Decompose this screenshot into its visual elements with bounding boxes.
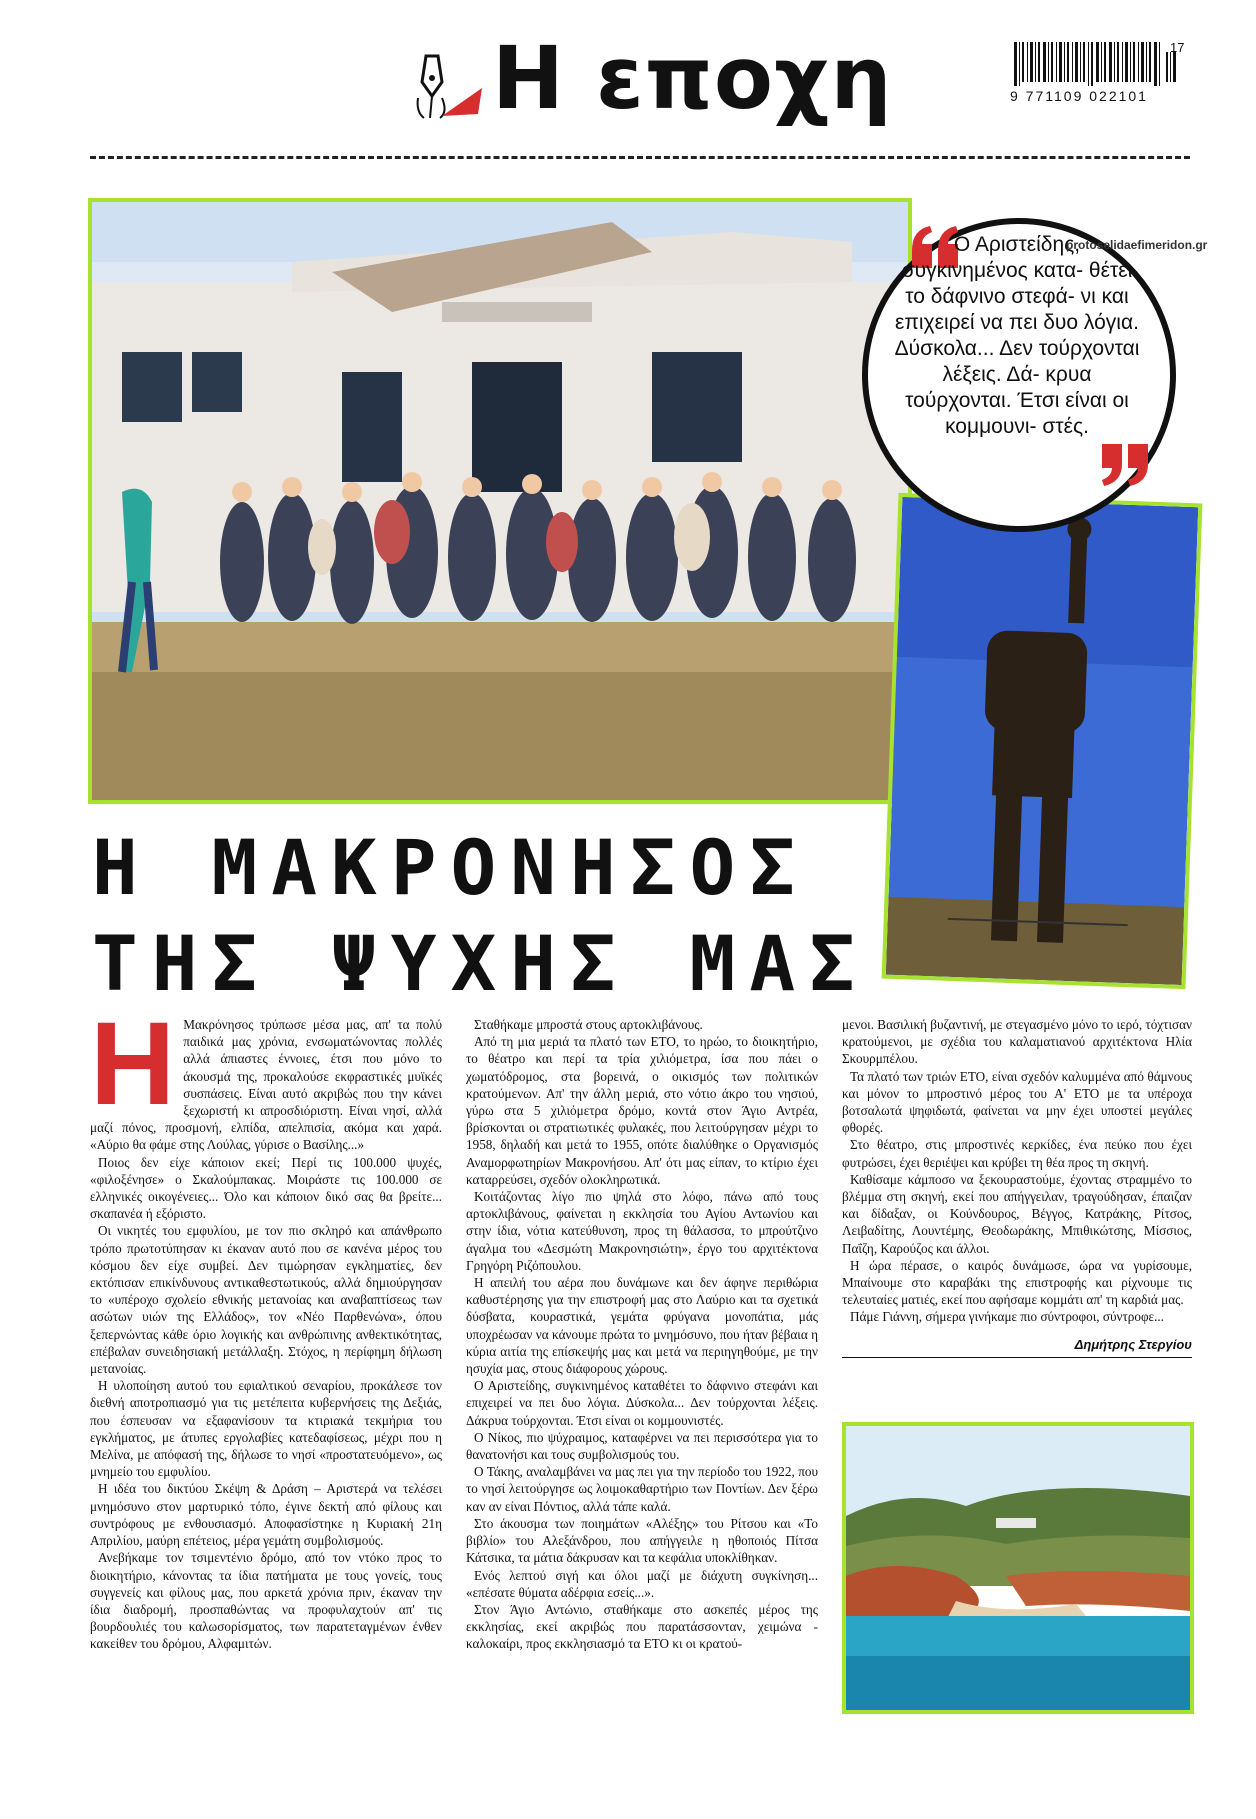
paragraph: Ποιος δεν είχε κάποιον εκεί; Περί τις 100.000 ψυχές, «φιλοξένησε» ο Σκαλούμπακας. Μοιράστε τις 100.000 σε ελληνικές οικογένειες... Όλο και κάποιον δικό σας θα βρείτε... σκαπανέα ή εξόριστο. [90,1154,442,1222]
watermark: protoselidaefimeridon.gr [1066,238,1208,252]
paragraph: Ο Νίκος, πιο ψύχραιμος, καταφέρνει να πει περισσότερα για το θανατονήσι και τους συμβολισμούς του. [466,1429,818,1463]
paragraph: Ενός λεπτού σιγή και όλοι μαζί με διάχυτη συγκίνηση... «επέσατε θύματα αδέρφια εσείς...». [466,1567,818,1600]
paragraph: Η απειλή του αέρα που δυνάμωνε και δεν άφηνε περιθώρια καθυστέρησης για την επιστροφή μας στο Λαύριο και τα σχετικά δύσβατα, κουραστικά, γεμάτα φρύγανα μονοπάτια, μάς υποχρέωσαν να κάνουμε πρώτα το μνημόσυνο, που ήταν βέβαια η κύρια αιτία της επίσκεψής μας και μετά να περιηγηθούμε, με την ησυχία μας, στους διάφορους χώρους. [466,1275,818,1377]
paragraph: Τα πλατό των τριών ΕΤΟ, είναι σχεδόν καλυμμένα από θάμνους και μόνον το μπροστινό μέρος του Α' ΕΤΟ με τα υπέροχα βοτσαλωτά ψηφιδωτά, φαίνεται να μην έχει υποστεί μεγάλες φθορές. [842,1068,1192,1136]
page-number: 17 [1170,40,1185,55]
headline [92,820,869,1012]
pull-quote-text: Ο Αριστείδης, συγκινημένος κατα- θέτει το δάφνινο στεφά- νι και επιχειρεί να πει δυο λόγια. Δύσκολα... Δεν τούρχονται λέξεις. Δά- κρυα τούρχονται. Έτσι είναι οι κομμουνι- στές. [894,233,1140,438]
article-column-3 [842,1016,1192,1358]
quote-close-icon [1098,440,1154,488]
paragraph: Στο θέατρο, στις μπροστινές κερκίδες, ένα πεύκο που έχει φυτρώσει, έχει θεριέψει και κρύβει τη θέα προς τη σκηνή. [842,1137,1192,1170]
headline-line-2: ΤΗΣ ΨΥΧΗΣ ΜΑΣ [92,919,869,1008]
headline-line-1: Η ΜΑΚΡΟΝΗΣΟΣ [92,823,810,912]
dropcap: Η [90,998,176,1130]
author-byline: Δημήτρης Στεργίου [1074,1336,1192,1352]
paragraph: Οι νικητές του εμφυλίου, με τον πιο σκληρό και απάνθρωπο τρόπο πρωτοτύπησαν κι έκαναν αυτό που σε κανένα μέρος του κόσμου δεν είχε συμβεί. Δεν τιμώρησαν εγκληματίες, δεν εκτόπισαν επικίνδυνους αντικαθεστωτικούς, αλλά δημιούργησαν το «υπέροχο σχολείο εθνικής μετανοίας και αναβαπτίσεως των ασώτων υιών της Ελλάδος», τον «Νέο Παρθενώνα», όπου ξεπερνώντας κάθε όριο λογικής και ανθρώπινης ανθεκτικότητας, επέβαλαν συνειδησιακή μετάλλαξη. Στόχος, η περίφημη δήλωση μετανοίας. [90,1223,442,1377]
barcode-number: 9 771109 022101 [1010,88,1148,104]
paragraph: Σταθήκαμε μπροστά στους αρτοκλιβάνους. [474,1017,703,1032]
photo-statue [882,493,1203,989]
paragraph: Ο Τάκης, αναλαμβάνει να μας πει για την περίοδο του 1922, που το νησί λειτούργησε ως λοιμοκαθαρτήριο των Ποντίων. Δεν ξέρω καν αν είναι Πόντιος, αλλά τάπε καλά. [466,1464,818,1514]
paragraph: Κοιτάζοντας λίγο πιο ψηλά στο λόφο, πάνω από τους αρτοκλιβάνους, φαίνεται η εκκλησία του Αγίου Αντωνίου και στην ίδια, νότια κατεύθυνση, προς τη θάλασσα, το μπρούτζινο άγαλμα του «Δεσμώτη Μακρονησιώτη», έργο του αρχιτέκτονα Γρηγόρη Ριζόπουλου. [466,1189,818,1273]
paragraph: Πάμε Γιάννη, σήμερα γινήκαμε πιο σύντροφοι, σύντροφε... [850,1309,1164,1325]
paragraph: Καθίσαμε κάμποσο να ξεκουραστούμε, έχοντας στραμμένο το βλέμμα στη σκηνή, εκεί που απήγγειλαν, τραγούδησαν, έπαιζαν και δίδαξαν, οι Κούνδουρος, Βέγγος, Κατράκης, Ρίτσος, Λειβαδίτης, Λουντέμης, Θεοδωράκης, Μπιθικώτσης, Μίσσιος, Παΐζη, Καρούζος και άλλοι. [842,1171,1192,1256]
photo-coastline [842,1422,1194,1714]
masthead-title: Η εποχη [492,29,893,129]
photo-group-in-front-of-building [88,198,912,804]
paragraph: Ο Αριστείδης, συγκινημένος καταθέτει το δάφνινο στεφάνι και επιχειρεί να πει δυο λόγια. Δύσκολα... Δεν τούρχονται λέξεις. Δάκρυα τούρχονται. Έτσι είναι οι κομμουνιστές. [466,1378,818,1428]
paragraph: Στο άκουσμα των ποιημάτων «Αλέξης» του Ρίτσου και «Το βιβλίο» του Αλεξάνδρου, που απήγγειλε η ηθοποιός Πίτσα Κάτσικα, τα μάτια δάκρυσαν και τα κεφάλια υποκλίθηκαν. [466,1515,818,1566]
byline-rule [842,1357,1192,1358]
masthead-divider [90,156,1190,159]
article-column-2 [466,1016,818,1653]
paragraph: μενοι. Βασιλική βυζαντινή, με στεγασμένο μόνο το ιερό, τόχτισαν κρατούμενοι, με σχέδια του καλαματιανού αρχιτέκτονα Ηλία Σκουρμπέλου. [842,1017,1192,1067]
paragraph: Μακρόνησος τρύπωσε μέσα μας, απ' τα πολύ παιδικά μας χρόνια, ενσωματώνοντας πολλές αλλά άπιαστες έννοιες, έτσι που μόνο το άκουσμά της, προκαλούσε εκφραστικές μυϊκές συσπάσεις. Είναι αυτό ακριβώς που την κάνει ξεχωριστή κι απροσδιόριστη. Είναι νησί, αλλά μαζί πόνος, προσμονή, ελπίδα, απελπισία, ακόμα και χαρά. «Αύριο θα φάμε στης Λούλας, γύρισε ο Βασίλης...» [90,1017,442,1153]
paragraph: Η υλοποίηση αυτού του εφιαλτικού σεναρίου, προκάλεσε τον διεθνή αποτροπιασμό για τις μετέπειτα κυβερνήσεις της Δεξιάς, που έσπευσαν να εξαφανίσουν τα κτιριακά τεκμήρια του εγκλήματος, με άτυπες εργολαβίες κατεδαφίσεως, μέχρι που η Μελίνα, με απόφασή της, δήλωσε το νησί «προστατευόμενο», ως μνημείο του εμφυλίου. [90,1378,442,1480]
article-column-1 [90,998,442,1653]
paragraph: Ανεβήκαμε τον τσιμεντένιο δρόμο, από τον ντόκο προς το διοικητήριο, κάνοντας τα ίδια πατήματα με τους γονείς, τους συγγενείς και φίλους μας, που αρκετά χρόνια πριν, έκαναν την ίδια διαδρομή, προσπαθώντας να προφυλαχτούν απ' τις βουρδουλιές του καλωσορίσματος, των παρατεταγμένων ένθεν κακείθεν του δρόμου, Αλφαμιτών. [90,1550,442,1652]
paragraph: Στον Άγιο Αντώνιο, σταθήκαμε στο ασκεπές μέρος της εκκλησίας, εκεί ακριβώς που παρατάσσονταν, χειμώνα - καλοκαίρι, προς εκκλησιασμό τα ΕΤΟ κι οι κρατού- [466,1601,818,1652]
paragraph: Από τη μια μεριά τα πλατό των ΕΤΟ, το ηρώο, το διοικητήριο, το θέατρο και περί τα τρία χιλιόμετρα, ίσα που πάει ο χωματόδρομος, στα βορεινά, ο οικισμός των πολιτικών κρατούμενων. Απ' την άλλη μεριά, στο νότιο άκρο του νησιού, γύρω στα 5 χιλιόμετρα δρόμο, κοντά στον Άγιο Αντρέα, βρίσκονται οι στρατιωτικές φυλακές, που λειτούργησαν μέχρι το 1958, δηλαδή και μετά το 1955, οπότε διαλύθηκε ο Οργανισμός Αναμορφωτηρίων Μακρονήσου. Απ' ότι μας είπαν, το κτίριο έχει καταρρεύσει, σχεδόν ολοκληρωτικά. [466,1034,818,1187]
paragraph: Η ώρα πέρασε, ο καιρός δυνάμωσε, ώρα να γυρίσουμε, Μπαίνουμε στο καραβάκι της επιστροφής και ρίχνουμε τις τελευταίες ματιές, εκεί που αφήσαμε κομμάτι απ' τη καρδιά μας. [842,1257,1192,1308]
paragraph: Η ιδέα του δικτύου Σκέψη & Δράση – Αριστερά να τελέσει μνημόσυνο στον μαρτυρικό τόπο, έγινε δεκτή από φίλους και συντρόφους με ενθουσιασμό. Αποφασίστηκε η Κυριακή 21η Απριλίου, μαύρη επέτειος, μέρα γεμάτη συμβολισμούς. [90,1481,442,1549]
pen-nib-logo-icon [412,52,484,122]
